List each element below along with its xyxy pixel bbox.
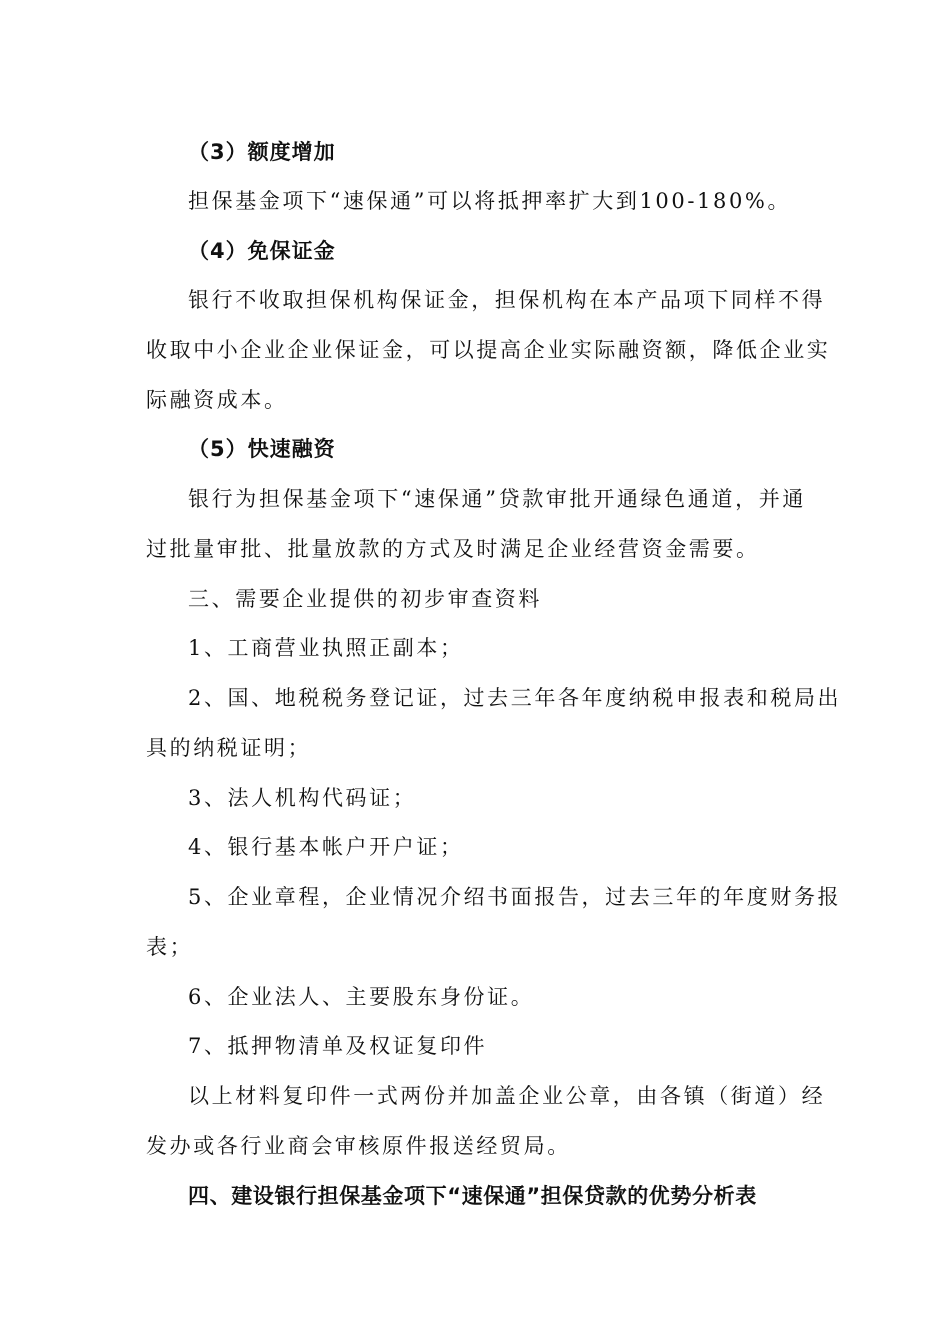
list-item-1: 1、工商营业执照正副本；	[188, 636, 464, 660]
section-4-body-line-2: 收取中小企业企业保证金，可以提高企业实际融资额，降低企业实	[146, 338, 831, 362]
note-line-2: 发办或各行业商会审核原件报送经贸局。	[146, 1134, 571, 1158]
section-5-body-line-2: 过批量审批、批量放款的方式及时满足企业经营资金需要。	[146, 537, 760, 561]
section-5-body-line-1: 银行为担保基金项下“速保通”贷款审批开通绿色通道，并通	[188, 487, 806, 511]
section-4-body-line-3: 际融资成本。	[146, 388, 288, 412]
part-4-title: 四、建设银行担保基金项下“速保通”担保贷款的优势分析表	[188, 1184, 757, 1208]
section-3-title: （3）额度增加	[188, 140, 336, 164]
list-item-2-line-2: 具的纳税证明；	[146, 736, 312, 760]
list-item-5-line-1: 5、企业章程，企业情况介绍书面报告，过去三年的年度财务报	[188, 885, 842, 909]
note-line-1: 以上材料复印件一式两份并加盖企业公章，由各镇（街道）经	[188, 1084, 826, 1108]
part-3-title: 三、需要企业提供的初步审查资料	[188, 587, 542, 611]
section-3-body: 担保基金项下“速保通”可以将抵押率扩大到100-180%。	[188, 189, 792, 213]
section-4-body-line-1: 银行不收取担保机构保证金，担保机构在本产品项下同样不得	[188, 288, 826, 312]
list-item-2-line-1: 2、国、地税税务登记证，过去三年各年度纳税申报表和税局出	[188, 686, 842, 710]
list-item-7: 7、抵押物清单及权证复印件	[188, 1034, 488, 1058]
section-4-title: （4）免保证金	[188, 239, 336, 263]
list-item-5-line-2: 表；	[146, 935, 194, 959]
list-item-4: 4、银行基本帐户开户证；	[188, 835, 464, 859]
section-5-title: （5）快速融资	[188, 437, 336, 461]
list-item-3: 3、法人机构代码证；	[188, 786, 417, 810]
list-item-6: 6、企业法人、主要股东身份证。	[188, 985, 535, 1009]
